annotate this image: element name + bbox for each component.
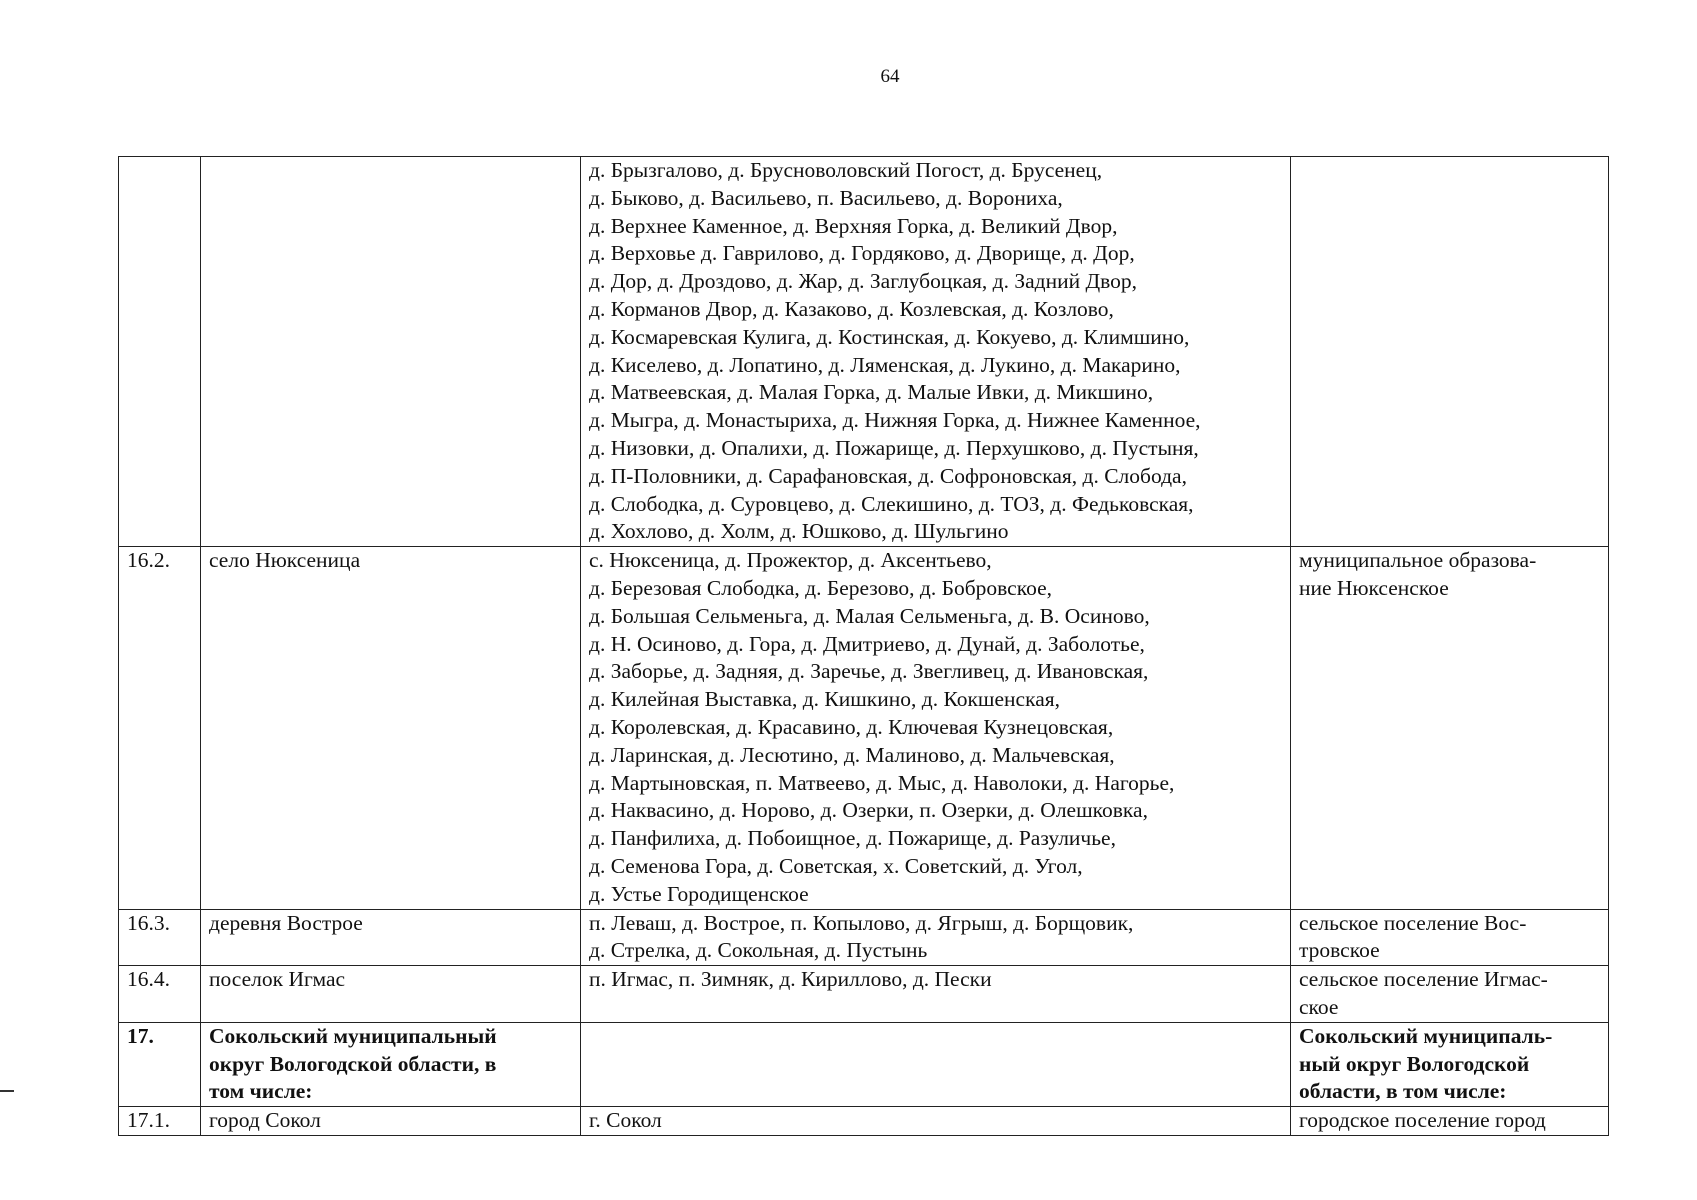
row-number [119,1022,201,1106]
settlements-table [118,156,1609,1136]
cell-line: том числе: [209,1079,313,1104]
cell-line: д. Мыгра, д. Монастыриха, д. Нижняя Горка, д. Нижнее Каменное, [589,408,1201,433]
cell-line: д. Килейная Выставка, д. Кишкино, д. Кокшенская, [589,687,1060,712]
cell-line: Сокольский муниципальный [209,1023,497,1048]
cell-line: 16.4. [127,967,170,992]
cell-line: город Сокол [209,1108,321,1133]
cell-line: ный округ Вологодской [1299,1051,1530,1076]
cell-line: д. Заборье, д. Задняя, д. Заречье, д. Звегливец, д. Ивановская, [589,659,1149,684]
cell-line: 17.1. [127,1108,170,1133]
municipality [1291,909,1609,966]
cell-line: д. Хохлово, д. Холм, д. Юшково, д. Шульгино [589,519,1009,544]
settlement-name [201,1107,581,1136]
settlement-list [581,966,1291,1023]
municipality [1291,547,1609,909]
cell-line: округ Вологодской области, в [209,1051,497,1076]
cell-line: г. Сокол [589,1108,662,1133]
table-row [119,909,1609,966]
cell-line: д. Березовая Слободка, д. Березово, д. Бобровское, [589,575,1052,600]
settlement-name [201,547,581,909]
municipality [1291,1022,1609,1106]
municipality [1291,966,1609,1023]
cell-line: д. Ларинская, д. Лесютино, д. Малиново, д. Мальчевская, [589,742,1115,767]
cell-line: с. Нюксеница, д. Прожектор, д. Аксентьево, [589,548,992,573]
cell-line: поселок Игмас [209,967,346,992]
table-row [119,966,1609,1023]
cell-line: д. Слободка, д. Суровцево, д. Слекишино, д. ТОЗ, д. Федьковская, [589,491,1194,516]
page-number: 64 [880,66,900,87]
settlement-name [201,966,581,1023]
cell-line: д. Быково, д. Васильево, п. Васильево, д. Ворониха, [589,185,1063,210]
cell-line: д. Киселево, д. Лопатино, д. Ляменская, д. Лукино, д. Макарино, [589,352,1181,377]
cell-line: Сокольский муниципаль- [1299,1023,1553,1048]
cell-line: д. Стрелка, д. Сокольная, д. Пустынь [589,938,928,963]
cell-line: д. Семенова Гора, д. Советская, х. Советский, д. Угол, [589,853,1083,878]
cell-line: ское [1299,994,1339,1019]
cell-line: д. Дор, д. Дроздово, д. Жар, д. Заглубоцкая, д. Задний Двор, [589,269,1138,294]
cell-line: муниципальное образова- [1299,548,1537,573]
cell-line: д. П-Половники, д. Сарафановская, д. Софроновская, д. Слобода, [589,463,1187,488]
cell-line: 16.3. [127,910,170,935]
cell-line: д. Корманов Двор, д. Казаково, д. Козлевская, д. Козлово, [589,296,1114,321]
cell-line: д. Наквасино, д. Норово, д. Озерки, п. Озерки, д. Олешковка, [589,798,1148,823]
settlement-list [581,157,1291,547]
row-number [119,157,201,547]
row-number [119,547,201,909]
cell-line: п. Игмас, п. Зимняк, д. Кириллово, д. Пески [589,967,992,992]
settlement-name [201,157,581,547]
cell-line: городское поселение город [1299,1108,1546,1133]
municipality [1291,1107,1609,1136]
settlement-name [201,1022,581,1106]
cell-line: области, в том числе: [1299,1079,1507,1104]
cell-line: д. Космаревская Кулига, д. Костинская, д. Кокуево, д. Климшино, [589,324,1190,349]
cell-line: д. Устье Городищенское [589,881,809,906]
cell-line: д. Панфилиха, д. Побоищное, д. Пожарище, д. Разуличье, [589,826,1116,851]
table-row [119,1107,1609,1136]
cell-line: д. Королевская, д. Красавино, д. Ключевая Кузнецовская, [589,714,1114,739]
cell-line: д. Большая Сельменьга, д. Малая Сельменьга, д. В. Осиново, [589,603,1150,628]
cell-line: д. Верхнее Каменное, д. Верхняя Горка, д. Великий Двор, [589,213,1118,238]
cell-line: сельское поселение Игмас- [1299,967,1548,992]
cell-line: деревня Вострое [209,910,363,935]
row-number [119,966,201,1023]
row-number [119,1107,201,1136]
settlement-list [581,1022,1291,1106]
cell-line: 17. [127,1023,154,1048]
table-body [119,157,1609,1136]
cell-line: д. Низовки, д. Опалихи, д. Пожарище, д. Перхушково, д. Пустыня, [589,435,1199,460]
cell-line: д. Н. Осиново, д. Гора, д. Дмитриево, д. Дунай, д. Заболотье, [589,631,1145,656]
cell-line: 16.2. [127,548,170,573]
municipality [1291,157,1609,547]
row-number [119,909,201,966]
cell-line: тровское [1299,938,1380,963]
table-row [119,157,1609,547]
cell-line: п. Леваш, д. Вострое, п. Копылово, д. Ягрыш, д. Борщовик, [589,910,1134,935]
cell-line: д. Брызгалово, д. Брусноволовский Погост, д. Брусенец, [589,158,1103,182]
scan-margin-mark [0,1090,14,1092]
table-row [119,547,1609,909]
cell-line: село Нюксеница [209,548,361,573]
settlement-name [201,909,581,966]
settlement-list [581,1107,1291,1136]
cell-line: д. Верховье д. Гаврилово, д. Гордяково, д. Дворище, д. Дор, [589,241,1135,266]
cell-line: д. Мартыновская, п. Матвеево, д. Мыс, д. Наволоки, д. Нагорье, [589,770,1175,795]
cell-line: сельское поселение Вос- [1299,910,1527,935]
settlement-list [581,547,1291,909]
cell-line: д. Матвеевская, д. Малая Горка, д. Малые Ивки, д. Микшино, [589,380,1154,405]
table-row [119,1022,1609,1106]
cell-line: ние Нюксенское [1299,575,1449,600]
settlement-list [581,909,1291,966]
